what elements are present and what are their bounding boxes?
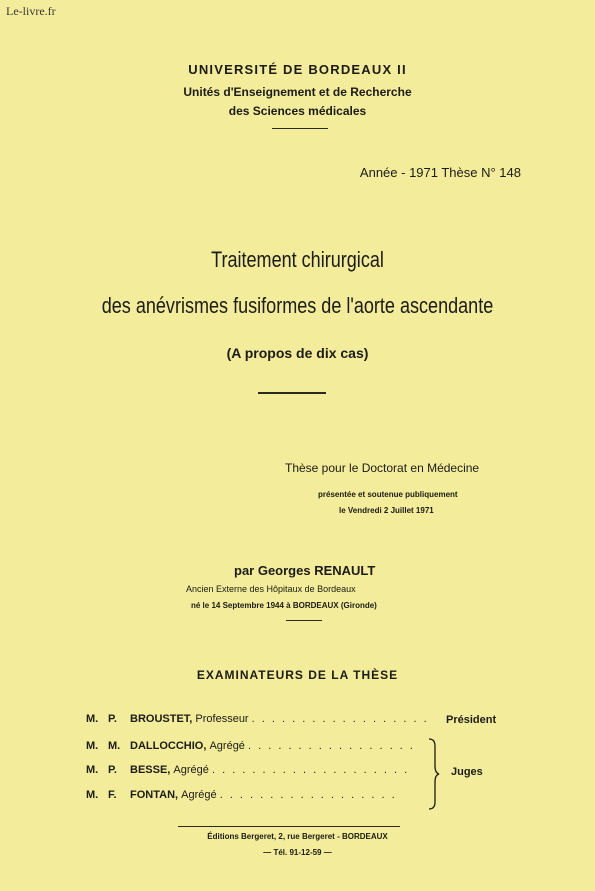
examiner-dots: . . . . . . . . . . . . . . . . . .	[251, 713, 429, 725]
examiner-initial: P.	[108, 764, 117, 776]
unit-line-2: des Sciences médicales	[228, 104, 367, 118]
juges-brace-icon	[426, 738, 440, 810]
author-birth: né le 14 Septembre 1944 à BORDEAUX (Gironde)	[191, 601, 377, 610]
author-name: par Georges RENAULT	[234, 563, 376, 578]
author-title: Ancien Externe des Hôpitaux de Bordeaux	[186, 584, 356, 594]
examiner-prefix: M.	[86, 764, 99, 776]
president-label: Président	[446, 714, 497, 726]
footer-divider	[178, 826, 400, 827]
examiner-rank: Professeur	[195, 713, 249, 725]
examiner-row	[86, 740, 415, 752]
examiners-heading: EXAMINATEURS DE LA THÈSE	[196, 668, 399, 682]
examiner-name: DALLOCCHIO,	[130, 740, 207, 752]
examiner-initial: F.	[108, 789, 117, 801]
examiner-rank: Agrégé	[173, 764, 209, 776]
examiner-dots: . . . . . . . . . . . . . . . . .	[248, 740, 415, 752]
subtitle: (A propos de dix cas)	[226, 345, 369, 361]
title-divider	[258, 392, 326, 394]
unit-line-1: Unités d'Enseignement et de Recherche	[183, 85, 412, 99]
examiner-rank: Agrégé	[181, 789, 217, 801]
publisher-phone: — Tél. 91-12-59 —	[263, 848, 332, 857]
examiner-prefix: M.	[86, 713, 99, 725]
examiner-name: BESSE,	[130, 764, 171, 776]
examiner-name: FONTAN,	[130, 789, 179, 801]
thesis-line-3: le Vendredi 2 Juillet 1971	[339, 506, 434, 515]
examiner-dots: . . . . . . . . . . . . . . . . . . . .	[211, 764, 410, 776]
thesis-line-2: présentée et soutenue publiquement	[318, 490, 458, 499]
examiner-row	[86, 713, 429, 725]
university-name: UNIVERSITÉ DE BORDEAUX II	[188, 62, 407, 77]
examiner-dots: . . . . . . . . . . . . . . . . . .	[219, 789, 397, 801]
header-divider	[272, 128, 328, 129]
year-and-thesis-number: Année - 1971 Thèse N° 148	[359, 165, 521, 180]
examiner-row	[86, 764, 409, 776]
thesis-line-1: Thèse pour le Doctorat en Médecine	[285, 461, 480, 475]
examiner-rank: Agrégé	[209, 740, 245, 752]
examiner-row	[86, 789, 397, 801]
juges-label: Juges	[451, 766, 483, 778]
examiner-prefix: M.	[86, 789, 99, 801]
examiner-name: BROUSTET,	[130, 713, 193, 725]
examiner-initial: P.	[108, 713, 117, 725]
title-line-1: Traitement chirurgical	[211, 247, 384, 272]
publisher-line: Éditions Bergeret, 2, rue Bergeret - BORDEAUX	[207, 832, 388, 841]
examiner-initial: M.	[108, 740, 121, 752]
watermark: Le-livre.fr	[6, 4, 56, 18]
title-line-2: des anévrismes fusiformes de l'aorte ascendante	[101, 293, 494, 318]
examiner-prefix: M.	[86, 740, 99, 752]
author-divider	[286, 620, 322, 621]
